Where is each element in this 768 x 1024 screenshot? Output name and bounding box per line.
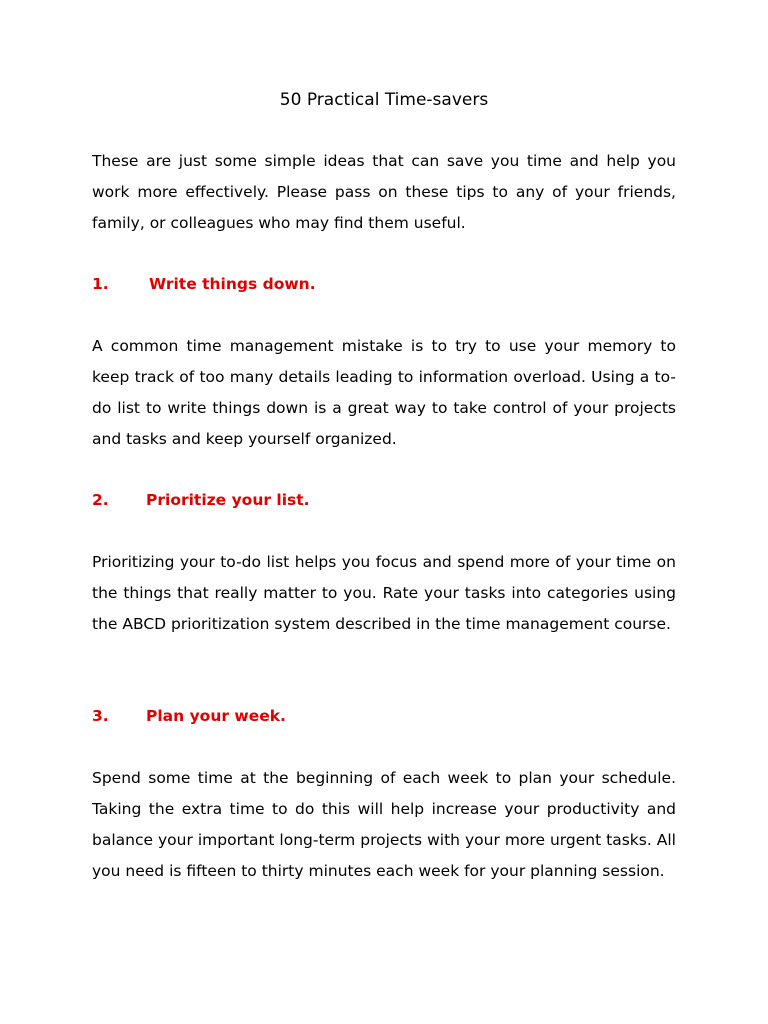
tip-title-2: Prioritize your list. [146,491,310,509]
tip-body-1: A common time management mistake is to try to use your memory to keep track of too many details leading to information overload. Using a to-do list to write things down is a great way to take control of your projects and tasks and keep yourself organized. [92,337,676,448]
intro-paragraph: These are just some simple ideas that can save you time and help you work more effectively. Please pass on these tips to any of your friends, family, or colleagues who may find them useful. [92,152,676,232]
tip-heading-2 [92,485,676,516]
tip-body-2: Prioritizing your to-do list helps you focus and spend more of your time on the things that really matter to you. Rate your tasks into categories using the ABCD prioritization system described in the time management course. [92,553,676,633]
tip-heading-3 [92,701,676,732]
tip-number-3: 3. [92,707,109,725]
tip-heading-1 [92,269,676,300]
tip-number-1: 1. [92,275,109,293]
document-title: 50 Practical Time-savers [279,90,489,110]
tip-title-1: Write things down. [149,275,316,293]
tip-body-3: Spend some time at the beginning of each week to plan your schedule. Taking the extra time to do this will help increase your productivity and balance your important long-term projects with your more urgent tasks. All you need is fifteen to thirty minutes each week for your planning session. [92,769,676,880]
tip-title-3: Plan your week. [146,707,286,725]
tip-number-2: 2. [92,491,109,509]
